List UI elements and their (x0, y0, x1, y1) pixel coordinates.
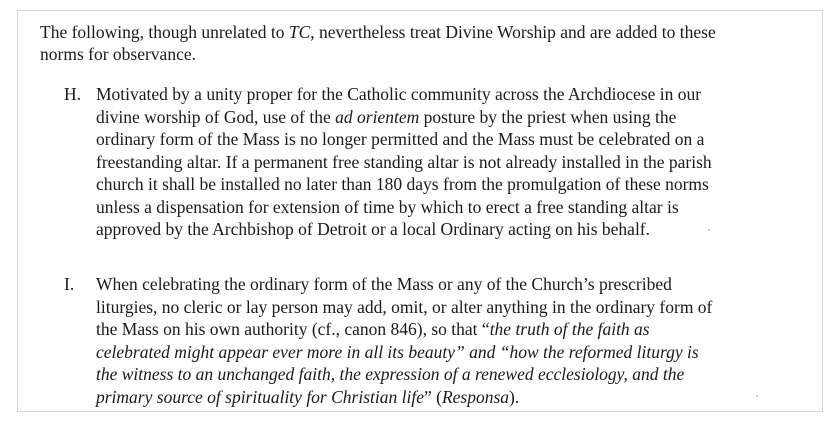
item-letter-i: I. (64, 274, 75, 294)
tc-emphasis: TC (288, 22, 311, 42)
item-letter-h: H. (64, 84, 82, 104)
scan-speck (708, 229, 710, 231)
item-i-text: When celebrating the ordinary form of the Mass or any of the Church’s prescribed liturgies, no cleric or lay person may add, omit, or alter anything in the ordinary form of the Mass on his own authority (cf., canon 846), so that “the truth of the faith as celebrated might appear ever more in all its beauty” and “how the reformed liturgy is the witness to an unchanged faith, the expression of a renewed ecclesiology, and the primary source of spirituality for Christian life” (Responsa). (96, 274, 713, 407)
quote-emphasis-4: primary source of spirituality for Christian life (96, 386, 424, 407)
intro-paragraph (40, 21, 810, 65)
item-h-text: Motivated by a unity proper for the Catholic community across the Archdiocese in our divine worship of God, use of the ad orientem posture by the priest when using the ordinary form of the Mass is no longer permitted and the Mass must be celebrated on a freestanding altar. If a permanent free standing altar is not already installed in the parish church it shall be installed no later than 180 days from the promulgation of these norms unless a dispensation for extension of time by which to erect a free standing altar is approved by the Archbishop of Detroit or a local Ordinary acting on his behalf. (96, 84, 712, 239)
norm-item-h (64, 83, 784, 241)
intro-line-1: The following, though unrelated to TC, nevertheless treat Divine Worship and are added to these (40, 22, 716, 42)
intro-line-2: norms for observance. (40, 44, 196, 64)
quote-emphasis-1: the truth of the faith as (489, 319, 650, 339)
responsa-emphasis: Responsa (441, 386, 510, 407)
quote-emphasis-3: the witness to an unchanged faith, the expression of a renewed ecclesiology, and the (96, 364, 685, 384)
document-page (17, 10, 823, 412)
norm-item-i (64, 273, 784, 408)
ad-orientem-emphasis: ad orientem (335, 106, 420, 127)
quote-emphasis-2: celebrated might appear ever more in all its beauty” and “how the reformed liturgy is (96, 341, 699, 362)
scan-speck (756, 395, 758, 397)
